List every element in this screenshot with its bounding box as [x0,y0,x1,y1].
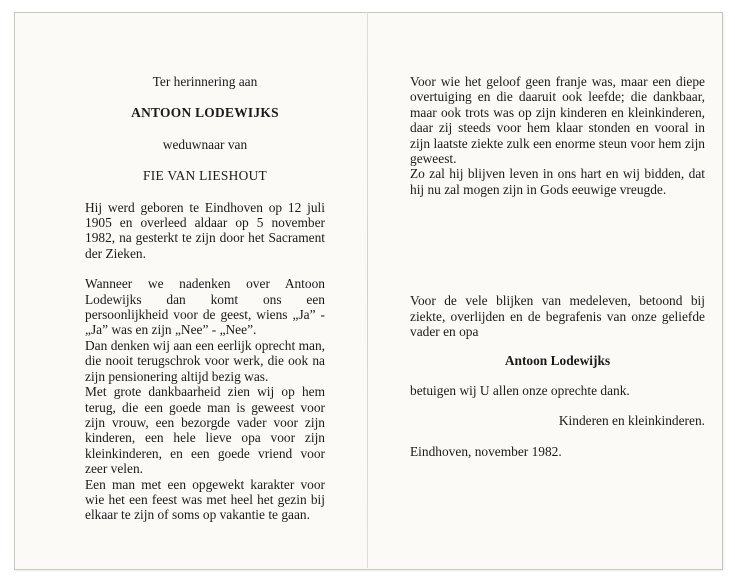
intro-text: Ter herinnering aan [152,74,258,89]
card-fold-line [367,12,368,568]
relation-text: weduwnaar van [162,136,248,152]
tribute-paragraph-1: Wanneer we nadenken over Antoon Lodewijks dan komt ons een persoonlijkheid voor de geest, wiens „Ja” - „Ja” was en zijn „Nee” - „Nee”. [85,276,325,338]
thanks-intro: Voor de vele blijken van medeleven, betoond bij ziekte, overlijden en de begrafenis van onze geliefde vader en opa [410,293,705,340]
deceased-name: ANTOON LODEWIJKS [131,105,279,121]
tribute-paragraph-4: Een man met een opgewekt karakter voor wie het een feest was met heel het gezin bij elkaar te zijn of soms op vakantie te gaan. [85,476,325,523]
place-date: Eindhoven, november 1982. [410,443,562,459]
right-page [410,62,705,459]
left-page [85,62,325,523]
birth-death-text: Hij werd geboren te Eindhoven op 12 juli 1905 en overleed aldaar op 5 november 1982, na gesterkt te zijn door het Sacrament der Zieken. [85,199,325,261]
tribute-paragraph-3: Met grote dankbaarheid zien wij op hem terug, die een goede man is geweest voor zijn vrouw, een bezorgde vader voor zijn kinderen, een hele lieve opa voor zijn kleinkinderen, en een goede vriend voor zeer velen. [85,384,325,477]
signature: Kinderen en kleinkinderen. [558,413,705,429]
thanks-text: betuigen wij U allen onze oprechte dank. [410,382,630,398]
tribute-paragraph-2: Dan denken wij aan een eerlijk oprecht man, die nooit terugschrok voor werk, die ook na zijn pensionering altijd bezig was. [85,337,325,384]
spouse-name: FIE VAN LIESHOUT [142,168,268,184]
thanks-name: Antoon Lodewijks [504,353,611,369]
faith-paragraph: Voor wie het geloof geen franje was, maar een diepe overtuiging en die daaruit ook leefde; die dankbaar, maar ook trots was op zijn kinderen en kleinkinderen, daar zij steeds voor hem klaar stonden en vooral in zijn laatste ziekte zulk een enorme steun voor hem zijn geweest. [410,74,705,167]
prayer-paragraph: Zo zal hij blijven leven in ons hart en wij bidden, dat hij nu zal mogen zijn in Gods eeuwige vreugde. [410,166,705,197]
